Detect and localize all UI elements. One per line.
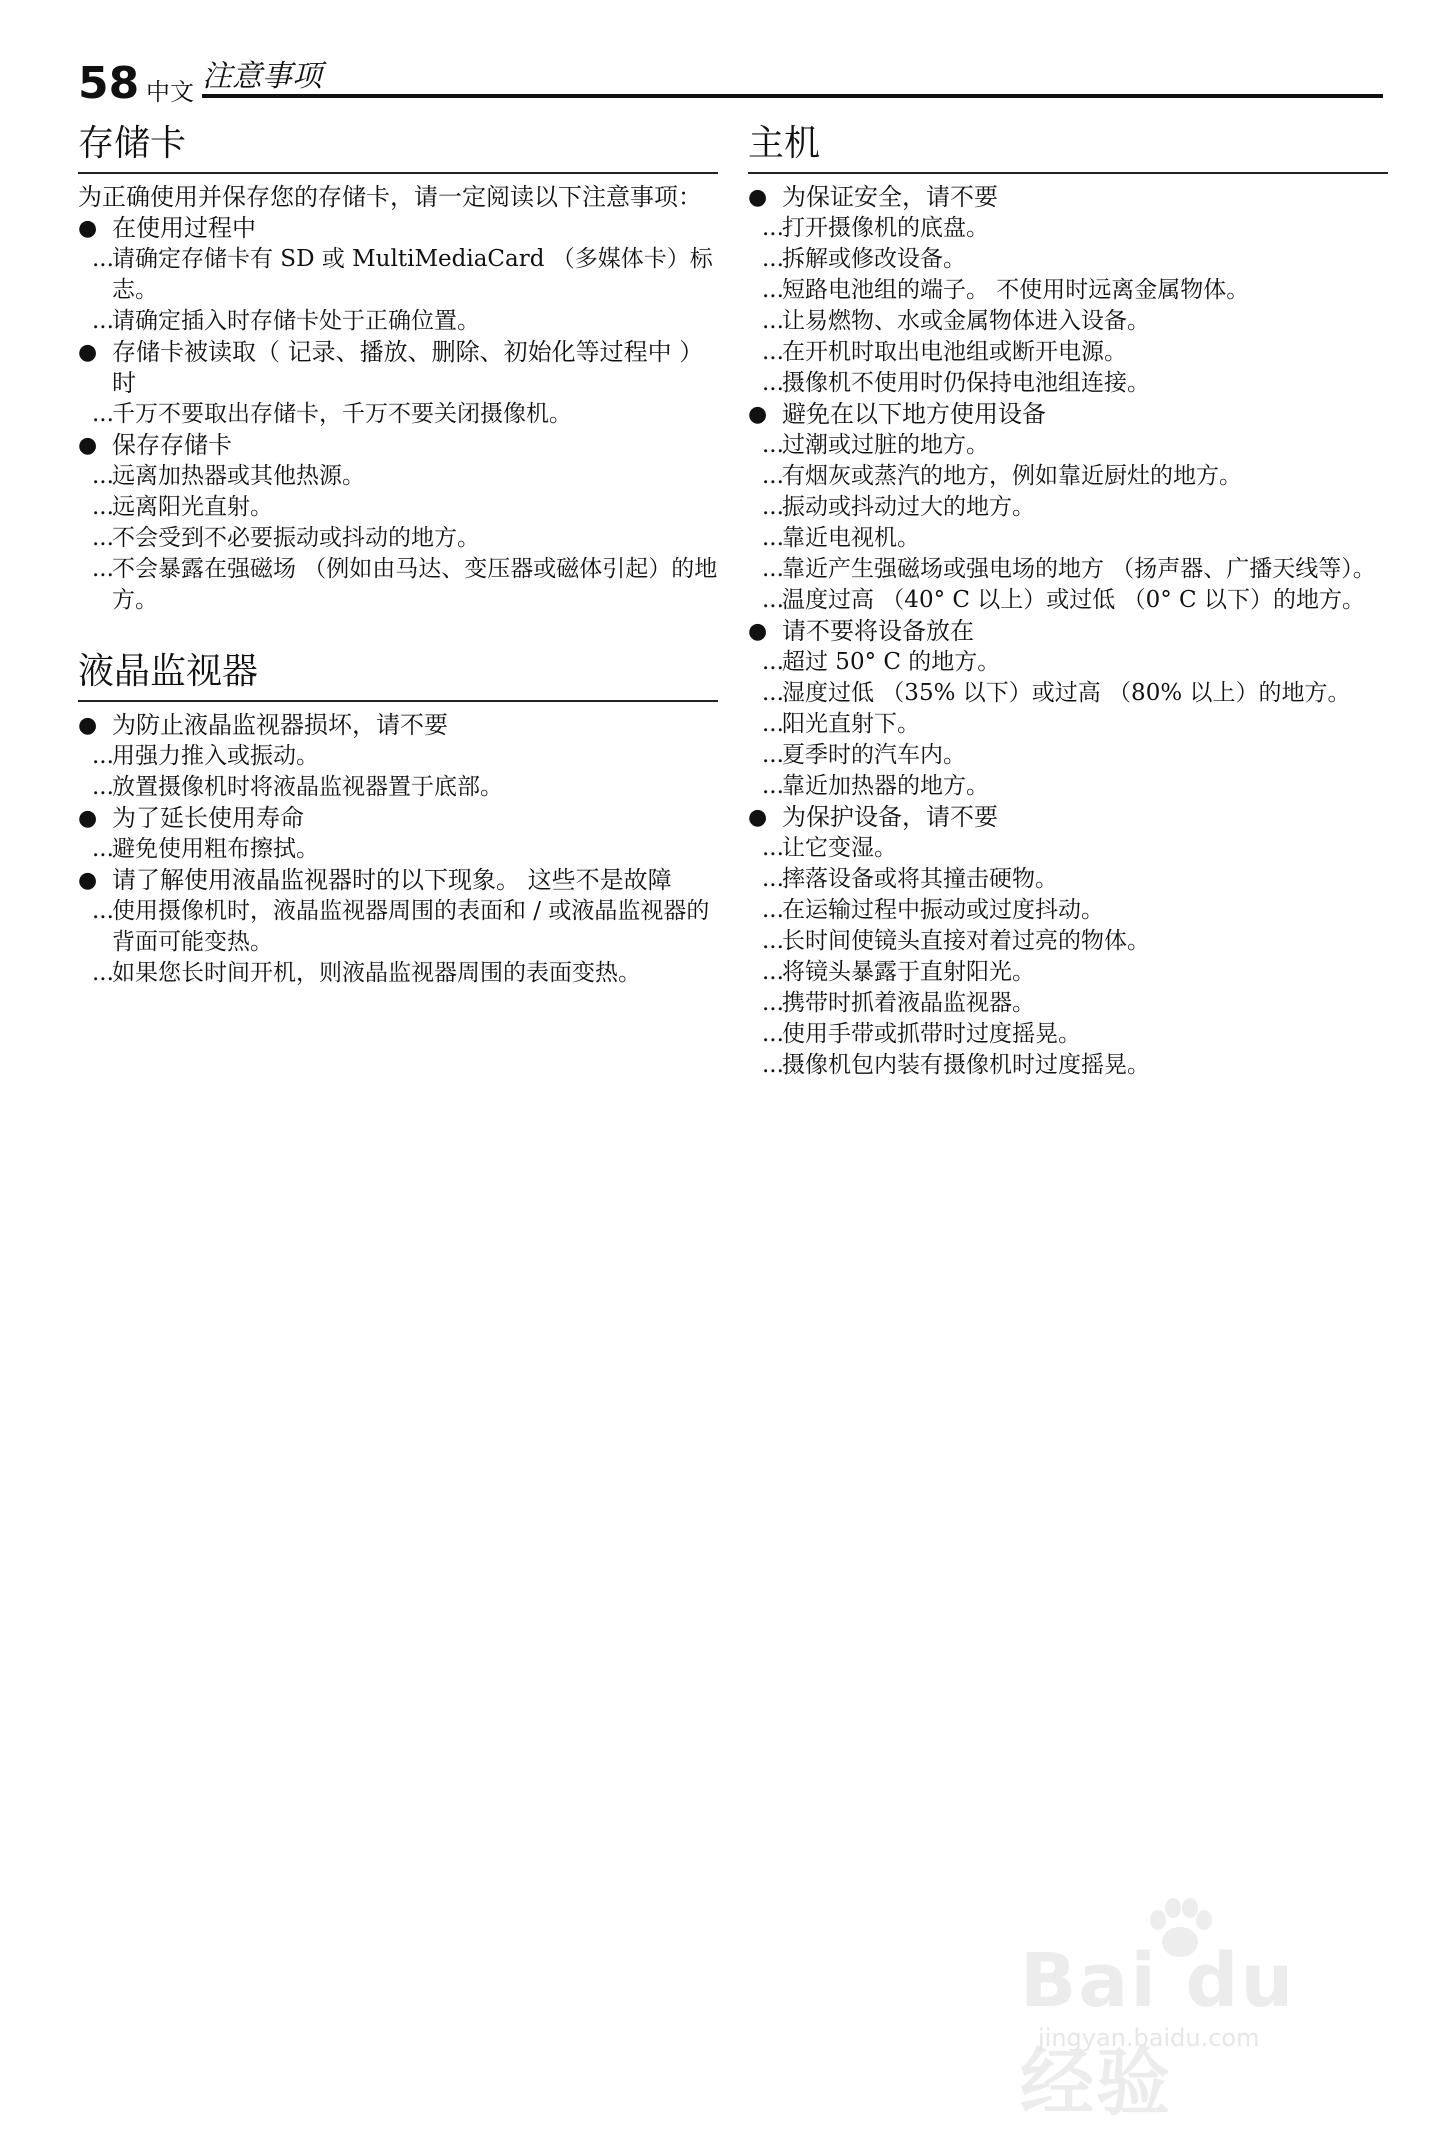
list-item-text: 靠近电视机。	[782, 525, 920, 551]
list-item	[748, 492, 1388, 523]
watermark-url: jingyan.baidu.com	[1038, 2024, 1260, 2052]
list-item	[78, 523, 718, 554]
ellipsis-mark: ...	[762, 742, 784, 768]
ellipsis-mark: ...	[92, 836, 114, 862]
bullet-text: 存储卡被读取（ 记录、播放、删除、初始化等过程中 ）时	[112, 338, 704, 397]
list-item-text: 携带时抓着液晶监视器。	[782, 990, 1035, 1016]
list-item	[748, 957, 1388, 988]
list-item-text: 阳光直射下。	[782, 711, 920, 737]
ellipsis-mark: ...	[762, 773, 784, 799]
list-item	[748, 1050, 1388, 1081]
ellipsis-mark: ...	[92, 898, 114, 924]
list-item-text: 摄像机不使用时仍保持电池组连接。	[782, 370, 1150, 396]
list-item	[748, 430, 1388, 461]
ellipsis-mark: ...	[92, 774, 114, 800]
ellipsis-mark: ...	[762, 711, 784, 737]
bullet-heading	[748, 616, 1388, 647]
list-item-text: 超过 50° C 的地方。	[782, 649, 1001, 675]
list-item-text: 拆解或修改设备。	[782, 246, 966, 272]
list-item-text: 使用摄像机时，液晶监视器周围的表面和 / 或液晶监视器的背面可能变热。	[112, 898, 710, 955]
ellipsis-mark: ...	[92, 463, 114, 489]
list-item-text: 请确定插入时存储卡处于正确位置。	[112, 308, 480, 334]
list-item	[748, 895, 1388, 926]
list-item-text: 湿度过低 （35% 以下）或过高 （80% 以上）的地方。	[782, 680, 1351, 706]
list-item-text: 摄像机包内装有摄像机时过度摇晃。	[782, 1052, 1150, 1078]
bullet-text: 为保护设备，请不要	[782, 803, 998, 831]
list-item-text: 在运输过程中振动或过度抖动。	[782, 897, 1104, 923]
list-item	[748, 585, 1388, 616]
list-item	[748, 926, 1388, 957]
bullet-text: 请不要将设备放在	[782, 617, 974, 645]
list-item	[748, 461, 1388, 492]
header-rule	[202, 94, 1383, 98]
list-item-text: 夏季时的汽车内。	[782, 742, 966, 768]
section	[78, 648, 718, 989]
list-item-text: 用强力推入或振动。	[112, 743, 319, 769]
ellipsis-mark: ...	[762, 1052, 784, 1078]
section-heading: 液晶监视器	[78, 648, 718, 702]
left-column	[78, 120, 718, 999]
list-item	[748, 244, 1388, 275]
list-item-text: 远离加热器或其他热源。	[112, 463, 365, 489]
list-item-text: 过潮或过脏的地方。	[782, 432, 989, 458]
ellipsis-mark: ...	[762, 866, 784, 892]
list-item	[748, 368, 1388, 399]
ellipsis-mark: ...	[762, 556, 784, 582]
bullet-text: 为防止液晶监视器损坏，请不要	[112, 711, 448, 739]
list-item	[748, 740, 1388, 771]
list-item	[748, 306, 1388, 337]
bullet-heading	[78, 803, 718, 834]
ellipsis-mark: ...	[92, 556, 114, 582]
ellipsis-mark: ...	[762, 928, 784, 954]
bullet-dot: ●	[78, 433, 98, 458]
list-item	[748, 647, 1388, 678]
bullet-dot: ●	[78, 806, 98, 831]
list-item-text: 避免使用粗布擦拭。	[112, 836, 319, 862]
bullet-heading	[78, 213, 718, 244]
ellipsis-mark: ...	[92, 960, 114, 986]
list-item	[748, 833, 1388, 864]
list-item	[748, 213, 1388, 244]
watermark-brand: Bai du 经验	[1020, 1938, 1296, 2126]
section	[78, 120, 718, 616]
list-item-text: 打开摄像机的底盘。	[782, 215, 989, 241]
ellipsis-mark: ...	[762, 1021, 784, 1047]
ellipsis-mark: ...	[762, 835, 784, 861]
page-header	[78, 58, 1383, 110]
ellipsis-mark: ...	[762, 463, 784, 489]
ellipsis-mark: ...	[762, 525, 784, 551]
list-item-text: 请确定存储卡有 SD 或 MultiMediaCard （多媒体卡）标志。	[112, 246, 713, 303]
list-item	[78, 399, 718, 430]
page-number: 58	[78, 58, 140, 109]
bullet-dot: ●	[78, 216, 98, 241]
section-heading: 存储卡	[78, 120, 718, 174]
bullet-heading	[78, 865, 718, 896]
bullet-heading	[748, 182, 1388, 213]
list-item-text: 远离阳光直射。	[112, 494, 273, 520]
list-item-text: 将镜头暴露于直射阳光。	[782, 959, 1035, 985]
bullet-text: 保存存储卡	[112, 431, 232, 459]
list-item	[748, 275, 1388, 306]
list-item	[748, 1019, 1388, 1050]
list-item-text: 使用手带或抓带时过度摇晃。	[782, 1021, 1081, 1047]
bullet-heading	[748, 802, 1388, 833]
ellipsis-mark: ...	[762, 215, 784, 241]
list-item-text: 短路电池组的端子。 不使用时远离金属物体。	[782, 277, 1250, 303]
list-item	[748, 523, 1388, 554]
ellipsis-mark: ...	[762, 246, 784, 272]
list-item	[78, 772, 718, 803]
bullet-heading	[78, 430, 718, 461]
list-item	[78, 834, 718, 865]
ellipsis-mark: ...	[762, 959, 784, 985]
list-item-text: 不会暴露在强磁场 （例如由马达、变压器或磁体引起）的地方。	[112, 556, 718, 613]
ellipsis-mark: ...	[762, 649, 784, 675]
ellipsis-mark: ...	[762, 370, 784, 396]
list-item-text: 振动或抖动过大的地方。	[782, 494, 1035, 520]
ellipsis-mark: ...	[92, 246, 114, 272]
section	[748, 120, 1388, 1081]
list-item	[78, 554, 718, 616]
list-item	[748, 988, 1388, 1019]
section-intro: 为正确使用并保存您的存储卡，请一定阅读以下注意事项：	[78, 183, 702, 211]
ellipsis-mark: ...	[762, 277, 784, 303]
list-item-text: 靠近加热器的地方。	[782, 773, 989, 799]
bullet-text: 避免在以下地方使用设备	[782, 400, 1046, 428]
bullet-dot: ●	[78, 340, 98, 365]
list-item-text: 如果您长时间开机，则液晶监视器周围的表面变热。	[112, 960, 641, 986]
list-item-text: 让易燃物、水或金属物体进入设备。	[782, 308, 1150, 334]
ellipsis-mark: ...	[92, 494, 114, 520]
ellipsis-mark: ...	[762, 680, 784, 706]
list-item	[78, 306, 718, 337]
list-item	[78, 958, 718, 989]
list-item-text: 长时间使镜头直接对着过亮的物体。	[782, 928, 1150, 954]
list-item-text: 千万不要取出存储卡，千万不要关闭摄像机。	[112, 401, 572, 427]
ellipsis-mark: ...	[92, 525, 114, 551]
bullet-dot: ●	[78, 713, 98, 738]
ellipsis-mark: ...	[92, 308, 114, 334]
baidu-watermark	[1020, 1900, 1360, 2126]
list-item-text: 不会受到不必要振动或抖动的地方。	[112, 525, 480, 551]
ellipsis-mark: ...	[762, 339, 784, 365]
list-item	[78, 461, 718, 492]
language-label: 中文	[146, 78, 194, 106]
bullet-text: 请了解使用液晶监视器时的以下现象。 这些不是故障	[112, 866, 672, 894]
bullet-dot: ●	[78, 868, 98, 893]
ellipsis-mark: ...	[762, 308, 784, 334]
ellipsis-mark: ...	[762, 990, 784, 1016]
ellipsis-mark: ...	[92, 401, 114, 427]
bullet-text: 为保证安全，请不要	[782, 183, 998, 211]
section-title: 注意事项	[202, 59, 322, 94]
bullet-dot: ●	[748, 185, 768, 210]
list-item	[748, 554, 1388, 585]
list-item-text: 在开机时取出电池组或断开电源。	[782, 339, 1127, 365]
bullet-heading	[78, 710, 718, 741]
list-item	[78, 244, 718, 306]
list-item-text: 摔落设备或将其撞击硬物。	[782, 866, 1058, 892]
right-column	[748, 120, 1388, 1091]
list-item	[748, 771, 1388, 802]
ellipsis-mark: ...	[762, 494, 784, 520]
list-item	[748, 864, 1388, 895]
ellipsis-mark: ...	[762, 432, 784, 458]
list-item-text: 让它变湿。	[782, 835, 897, 861]
list-item-text: 有烟灰或蒸汽的地方，例如靠近厨灶的地方。	[782, 463, 1242, 489]
bullet-dot: ●	[748, 619, 768, 644]
list-item	[748, 709, 1388, 740]
ellipsis-mark: ...	[762, 587, 784, 613]
ellipsis-mark: ...	[762, 897, 784, 923]
list-item	[748, 678, 1388, 709]
bullet-dot: ●	[748, 402, 768, 427]
bullet-text: 在使用过程中	[112, 214, 256, 242]
list-item	[78, 896, 718, 958]
bullet-heading	[78, 337, 718, 399]
ellipsis-mark: ...	[92, 743, 114, 769]
list-item-text: 温度过高 （40° C 以上）或过低 （0° C 以下）的地方。	[782, 587, 1365, 613]
bullet-heading	[748, 399, 1388, 430]
list-item	[748, 337, 1388, 368]
section-heading: 主机	[748, 120, 1388, 174]
bullet-text: 为了延长使用寿命	[112, 804, 304, 832]
section-gap	[78, 626, 718, 648]
list-item-text: 放置摄像机时将液晶监视器置于底部。	[112, 774, 503, 800]
list-item	[78, 741, 718, 772]
list-item	[78, 492, 718, 523]
bullet-dot: ●	[748, 805, 768, 830]
list-item-text: 靠近产生强磁场或强电场的地方 （扬声器、广播天线等）。	[782, 556, 1376, 582]
